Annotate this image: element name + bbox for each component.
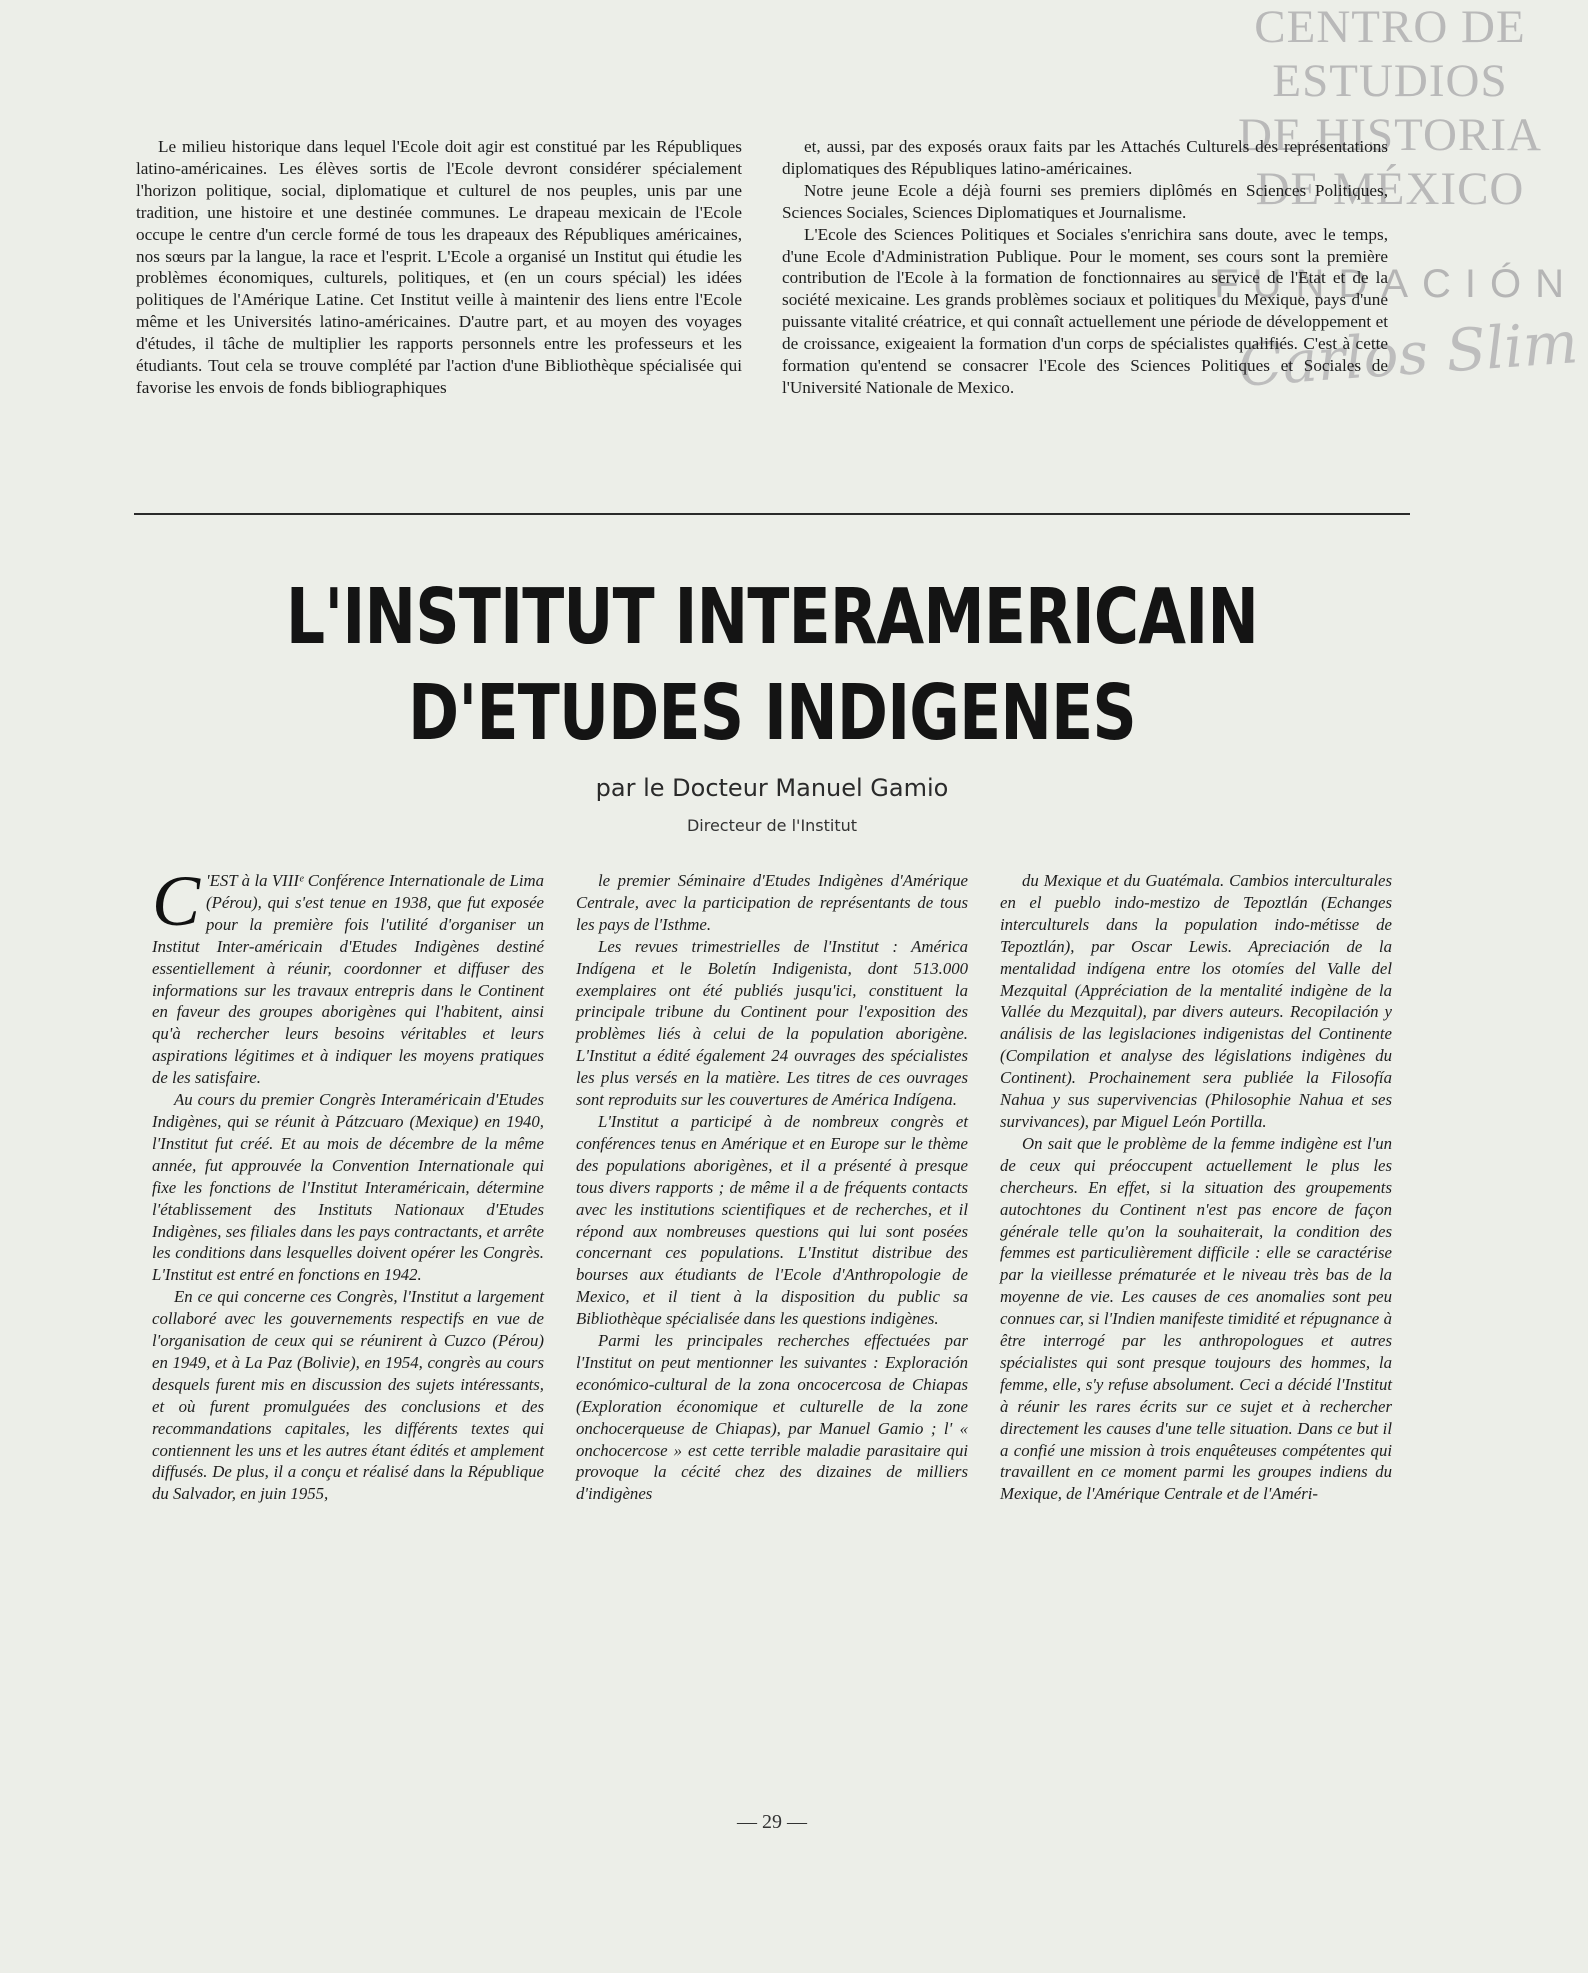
- article-body: [152, 861, 1392, 1505]
- paragraph-text: Parmi les principales recherches effectuées par l'Institut on peut mentionner les suivantes : Exploración económico-cultural de la zona oncocercosa de Chiapas (Exploration économique et culturelle de la zone onchocerqueuse de Chiapas), par Manuel Gamio ; l' « onchocercose » est cette terrible maladie parasitaire qui provoque la cécité chez des dizaines de milliers d'indigènes: [576, 1331, 968, 1504]
- page-number: — 29 —: [737, 1811, 807, 1833]
- paragraph: [576, 1330, 968, 1505]
- paragraph-text: Au cours du premier Congrès Interaméricain d'Etudes Indigènes, qui se réunit à Pátzcuaro (Mexique) en 1940, l'Institut fut créé. Et au mois de décembre de la même année, fut approuvée la Convention Internationale qui fixe les fonctions de l'Institut Interaméricain, détermine l'établissement des Instituts Nationaux d'Etudes Indigènes, ses filiales dans les pays contractants, et arrête les conditions dans lesquelles doivent opérer les Congrès. L'Institut est entré en fonctions en 1942.: [152, 1090, 544, 1285]
- paragraph: [576, 936, 968, 1111]
- paragraph: [1000, 870, 1392, 1133]
- paragraph-text: On sait que le problème de la femme indigène est l'un de ceux qui préoccupent actuellement le plus les chercheurs. En effet, si la situation des groupements autochtones du Continent n'est pas encore de façon générale telle qu'on la souhaiterait, la condition des femmes est particulièrement difficile : elle se caractérise par la vieillesse prématurée et le niveau très bas de la moyenne de vie. Les causes de ces anomalies sont peu connues car, si l'Indien manifeste timidité et répugnance à être interrogé par les anthropologues et autres spécialistes qui sont presque toujours des hommes, la femme, elle, s'y refuse absolument. Ceci a décidé l'Institut à réunir les rares écrits sur ce sujet et à rechercher directement les causes d'une telle situation. Dans ce but il a confié une mission à trois enquêteuses compétentes qui travaillent en ce moment parmi les groupes indiens du Mexique, de l'Amérique Centrale et de l'Améri-: [1000, 1133, 1392, 1504]
- watermark-line: ESTUDIOS: [1272, 55, 1508, 107]
- top-column-left: [136, 136, 742, 399]
- paragraph: [152, 1286, 544, 1505]
- title-line-1: L'INSTITUT INTERAMERICAIN: [285, 573, 1259, 662]
- paragraph-text: du Mexique et du Guatémala. Cambios interculturales en el pueblo indo-mestizo de Tepoztlán (Echanges interculturels dans la population indo-métisse de Tepoztlán), par Oscar Lewis. Apreciación de la mentalidad indígena entre los otomíes del Valle del Mezquital (Appréciation de la mentalité indigène de la Vallée du Mezquital), par divers auteurs. Recopilación y análisis de las legislaciones indigenistas del Continente (Compilation et analyse des législations indigènes du Continent). Prochainement sera publiée la Filosofía Nahua y sus supervivencias (Philosophie Nahua et ses survivances), par Miguel León Portilla.: [1000, 871, 1392, 1131]
- watermark-signature: Carlos Slim: [1235, 308, 1580, 400]
- article-column-1: [152, 861, 544, 1505]
- paragraph: [1000, 1133, 1392, 1505]
- top-column-right: [782, 136, 1388, 399]
- paragraph-text: 'EST à la VIIIᵉ Conférence Internationale de Lima (Pérou), qui s'est tenue en 1938, que fut exposée pour la première fois l'utilité d'organiser un Institut Inter-américain d'Etudes Indigènes destiné essentiellement à réunir, coordonner et diffuser des informations sur les travaux entrepris dans le Continent en faveur des groupes aborigènes qui l'habitent, ainsi qu'à rechercher leurs besoins véritables et leurs aspirations légitimes et à indiquer les moyens pratiques de les satisfaire.: [152, 871, 544, 1088]
- watermark-line: CENTRO DE: [1254, 1, 1526, 53]
- paragraph: L'Ecole des Sciences Politiques et Sociales s'enrichira sans doute, avec le temps, d'une Ecole d'Administration Publique. Pour le moment, ses cours sont la première contribution de l'Ecole à la formation de fonctionnaires au service de l'Etat et de la société mexicaine. Les grands problèmes sociaux et politiques du Mexique, pays d'une puissante vitalité créatrice, et qui connaît actuellement une période de développement et de croissance, exigeaient la formation d'un corps de spécialistes qualifiés. C'est à cette formation qu'entend se consacrer l'Ecole des Sciences Politiques et Sociales de l'Université Nationale de Mexico.: [782, 224, 1388, 397]
- paragraph: [152, 1089, 544, 1286]
- previous-article-ending: [136, 136, 1388, 399]
- paragraph: et, aussi, par des exposés oraux faits par les Attachés Culturels des représentations diplomatiques des Républiques latino-américaines.: [782, 137, 1388, 178]
- author-role: Directeur de l'Institut: [686, 816, 858, 835]
- paragraph: Notre jeune Ecole a déjà fourni ses premiers diplômés en Sciences Politiques, Sciences Sociales, Sciences Diplomatiques et Journalisme.: [782, 180, 1388, 222]
- paragraph-text: Les revues trimestrielles de l'Institut : América Indígena et le Boletín Indigenista, dont 513.000 exemplaires ont été publiés jusqu'ici, constituent la principale tribune du Continent pour l'exposition des problèmes liés à celui de la population aborigène. L'Institut a édité également 24 ouvrages des spécialistes les plus versés en la matière. Les titres de ces ouvrages sont reproduits sur les couvertures de América Indígena.: [576, 936, 968, 1110]
- paragraph: [152, 861, 544, 1089]
- paragraph: [576, 1111, 968, 1330]
- paragraph-text: En ce qui concerne ces Congrès, l'Institut a largement collaboré avec les gouvernements respectifs en vue de l'organisation de ceux qui se réunirent à Cuzco (Pérou) en 1949, et à La Paz (Bolivie), en 1954, congrès au cours desquels furent mis en discussion des sujets intéressants, et où furent promulguées des conclusions et des recommandations capitales, les différents textes qui contiennent les uns et les autres étant édités et amplement diffusés. De plus, il a conçu et réalisé dans la République du Salvador, en juin 1955,: [152, 1287, 544, 1504]
- byline: par le Docteur Manuel Gamio: [595, 774, 949, 802]
- paragraph-text: L'Institut a participé à de nombreux congrès et conférences tenus en Amérique et en Europe sur le thème des populations aborigènes, et il a présenté à presque tous divers rapports ; de même il a de fréquents contacts avec les institutions scientifiques et de recherches, et il répond aux nombreuses questions qui lui sont posées concernant ces populations. L'Institut distribue des bourses aux étudiants de l'Ecole d'Anthropologie de Mexico, et il tient à la disposition du public sa Bibliothèque spécialisée dans les questions indigènes.: [576, 1111, 968, 1329]
- article-column-2: [576, 870, 968, 1505]
- drop-cap: C: [152, 861, 201, 941]
- watermark-line: DE MÉXICO: [1255, 163, 1525, 215]
- article-column-3: [1000, 870, 1392, 1505]
- watermark-fundacion: FUNDACIÓN: [1214, 262, 1578, 306]
- title-line-2: D'ETUDES INDIGENES: [408, 669, 1136, 758]
- watermark-line: DE HISTORIA: [1238, 109, 1542, 161]
- paragraph: Le milieu historique dans lequel l'Ecole doit agir est constitué par les Républiques latino-américaines. Les élèves sortis de l'Ecole devront considérer spécialement l'horizon politique, social, diplomatique et culturel de nos peuples, unis par une tradition, une histoire et une destinée communes. Le drapeau mexicain de l'Ecole occupe le centre d'un cercle formé de tous les drapeaux des Républiques américaines, nos sœurs par la langue, la race et l'esprit. L'Ecole a organisé un Institut qui étudie les problèmes économiques, culturels, politiques, et (en un cours spécial) les idées politiques de l'Amérique Latine. Cet Institut veille à maintenir des liens entre l'Ecole même et les Universités latino-américaines. D'autre part, et au moyen des voyages d'études, il tâche de multiplier les rapports personnels entre les professeurs et les étudiants. Tout cela se trouve complété par l'action d'une Bibliothèque spécialisée qui favorise les envois de fonds bibliographiques: [136, 137, 742, 397]
- section-divider: [134, 513, 1410, 515]
- paragraph-text: le premier Séminaire d'Etudes Indigènes d'Amérique Centrale, avec la participation de représentants de tous les pays de l'Isthme.: [576, 871, 968, 934]
- article-title: [262, 570, 1283, 762]
- paragraph: [576, 870, 968, 936]
